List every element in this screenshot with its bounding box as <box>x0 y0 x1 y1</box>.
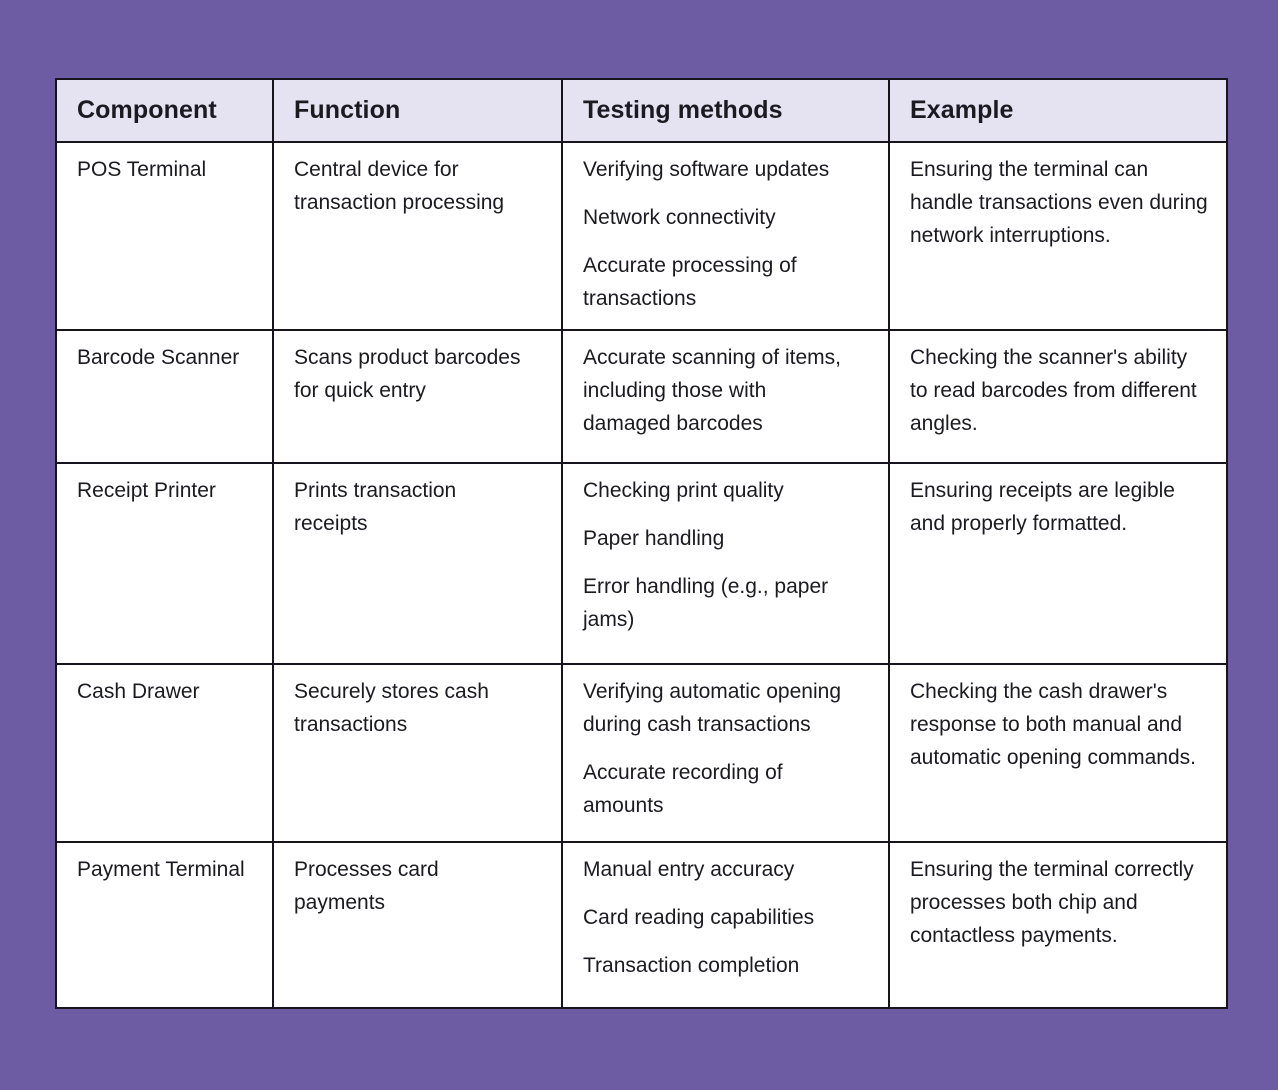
cell-function <box>273 142 562 330</box>
cell-paragraph: Central device for transaction processing <box>294 158 505 214</box>
cell-paragraph: Error handling (e.g., paper jams) <box>583 575 829 631</box>
cell-function <box>273 842 562 1008</box>
pos-components-table <box>55 78 1228 1009</box>
cell-paragraph: Accurate scanning of items, including those with damaged barcodes <box>583 346 841 435</box>
cell-paragraph: Verifying software updates <box>583 158 830 181</box>
table-row <box>56 142 1227 330</box>
header-function: Function <box>273 79 562 142</box>
cell-function <box>273 463 562 664</box>
cell-paragraph: Card reading capabilities <box>583 906 815 929</box>
cell-paragraph: Network connectivity <box>583 206 776 229</box>
header-row <box>56 79 1227 142</box>
cell-component: Cash Drawer <box>56 664 273 842</box>
cell-component: Payment Terminal <box>56 842 273 1008</box>
cell-paragraph: Securely stores cash transactions <box>294 680 489 736</box>
table-body <box>56 142 1227 1008</box>
cell-paragraph: Checking print quality <box>583 479 784 502</box>
cell-paragraph: Ensuring receipts are legible and properly formatted. <box>910 479 1175 535</box>
cell-paragraph: Checking the scanner's ability to read barcodes from different angles. <box>910 346 1197 435</box>
cell-paragraph: Transaction completion <box>583 954 800 977</box>
cell-testing-methods <box>562 142 889 330</box>
cell-paragraph: Verifying automatic opening during cash transactions <box>583 680 841 736</box>
table-row <box>56 664 1227 842</box>
cell-component: Barcode Scanner <box>56 330 273 463</box>
cell-paragraph: Accurate recording of amounts <box>583 761 783 817</box>
cell-testing-methods <box>562 664 889 842</box>
cell-paragraph: Prints transaction receipts <box>294 479 457 535</box>
cell-testing-methods <box>562 330 889 463</box>
table-row <box>56 842 1227 1008</box>
table-row <box>56 463 1227 664</box>
cell-example <box>889 842 1227 1008</box>
cell-paragraph: Processes card payments <box>294 858 439 914</box>
header-example: Example <box>889 79 1227 142</box>
cell-testing-methods <box>562 463 889 664</box>
cell-testing-methods <box>562 842 889 1008</box>
cell-paragraph: Manual entry accuracy <box>583 858 795 881</box>
cell-paragraph: Ensuring the terminal correctly processes both chip and contactless payments. <box>910 858 1194 947</box>
cell-example <box>889 664 1227 842</box>
cell-example <box>889 142 1227 330</box>
cell-example <box>889 463 1227 664</box>
table-header <box>56 79 1227 142</box>
cell-paragraph: Paper handling <box>583 527 725 550</box>
cell-example <box>889 330 1227 463</box>
cell-component: Receipt Printer <box>56 463 273 664</box>
table-row <box>56 330 1227 463</box>
header-testing-methods: Testing methods <box>562 79 889 142</box>
header-component: Component <box>56 79 273 142</box>
cell-paragraph: Accurate processing of transactions <box>583 254 797 310</box>
cell-function <box>273 664 562 842</box>
cell-paragraph: Ensuring the terminal can handle transactions even during network interruptions. <box>910 158 1208 247</box>
cell-paragraph: Checking the cash drawer's response to both manual and automatic opening commands. <box>910 680 1196 769</box>
cell-component: POS Terminal <box>56 142 273 330</box>
cell-paragraph: Scans product barcodes for quick entry <box>294 346 521 402</box>
pos-components-table-wrap <box>55 78 1226 1009</box>
cell-function <box>273 330 562 463</box>
